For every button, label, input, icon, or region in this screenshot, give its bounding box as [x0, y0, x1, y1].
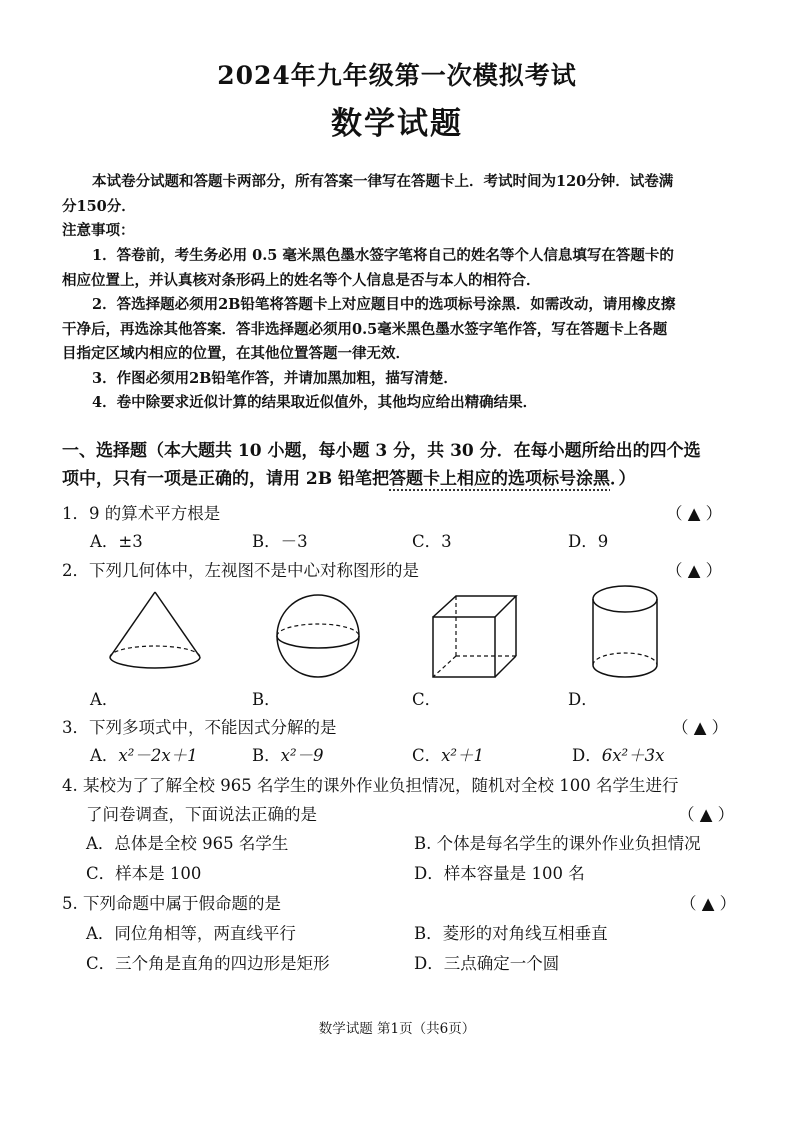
note-2b: 干净后，再选涂其他答案．答非选择题必须用0.5毫米黑色墨水签字笔作答，写在答题卡上各题 [62, 321, 668, 338]
q3-option-c-expr: x²＋1 [441, 746, 485, 765]
q4-stem-line-1: 4. 某校为了了解全校 965 名学生的课外作业负担情况，随机对全校 100 名学生进行 [62, 776, 679, 795]
q4-option-b: B. 个体是每名学生的课外作业负担情况 [414, 834, 701, 853]
q5-answer-mark: （ ▲ ） [680, 894, 737, 913]
q3-option-a-label: A． [90, 746, 119, 765]
note-1a: 1．答卷前，考生务必用 0.5 毫米黑色墨水签字笔将自己的姓名等个人信息填写在答题卡的 [92, 247, 674, 264]
q1-stem: 1．9 的算术平方根是 [62, 504, 221, 523]
q3-option-c [412, 742, 484, 766]
note-3: 3．作图必须用2B铅笔作答，并请加黑加粗，描写清楚． [92, 370, 458, 387]
q3-stem: 3．下列多项式中，不能因式分解的是 [62, 718, 337, 737]
q5-option-d: D．三点确定一个圆 [414, 954, 560, 973]
q5-stem: 5. 下列命题中属于假命题的是 [62, 894, 281, 913]
q1-option-c: C．3 [412, 532, 452, 551]
q5-option-a: A．同位角相等，两直线平行 [86, 924, 296, 943]
note-2a: 2．答选择题必须用2B铅笔将答题卡上对应题目中的选项标号涂黑．如需改动，请用橡皮擦 [92, 296, 676, 313]
q3-option-a-expr: x²－2x＋1 [118, 746, 198, 765]
sphere-icon [268, 593, 368, 683]
cylinder-icon [588, 583, 663, 683]
q3-option-b-label: B． [252, 746, 281, 765]
exam-title: 2024年九年级第一次模拟考试 [217, 61, 577, 90]
note-2c: 目指定区域内相应的位置，在其他位置答题一律无效． [62, 345, 410, 362]
section-1-instruction [62, 464, 636, 489]
section-1-instruction-emphasis: 答题卡上相应的选项标号涂黑 [389, 469, 611, 489]
q4-option-d: D．样本容量是 100 名 [414, 864, 585, 883]
note-4: 4．卷中除要求近似计算的结果取近似值外，其他均应给出精确结果． [92, 394, 538, 411]
q4-answer-mark: （ ▲ ） [678, 805, 735, 824]
q4-stem-line-2: 了问卷调查，下面说法正确的是 [86, 805, 317, 824]
section-1-instruction-a: 项中，只有一项是正确的，请用 2B 铅笔把 [62, 469, 390, 489]
q1-option-d: D．9 [568, 532, 609, 551]
q3-option-a [90, 742, 198, 766]
intro-line-2: 分150分． [62, 198, 136, 215]
q3-option-d [572, 742, 664, 766]
cube-icon [428, 592, 523, 682]
q4-option-a: A．总体是全校 965 名学生 [86, 834, 289, 853]
q2-option-b: B． [252, 690, 281, 709]
exam-subject-title: 数学试题 [331, 106, 463, 142]
q2-option-d: D． [568, 690, 598, 709]
q1-option-a: A．±3 [90, 532, 143, 551]
q5-option-c: C．三个角是直角的四边形是矩形 [86, 954, 330, 973]
intro-line-1: 本试卷分试题和答题卡两部分，所有答案一律写在答题卡上．考试时间为120分钟．试卷满 [92, 173, 674, 190]
q3-option-d-label: D． [572, 746, 602, 765]
q2-option-a: A． [90, 690, 119, 709]
q2-answer-mark: （ ▲ ） [666, 561, 723, 580]
q2-stem: 2．下列几何体中，左视图不是中心对称图形的是 [62, 561, 419, 580]
q3-option-d-expr: 6x²＋3x [601, 746, 665, 765]
page-footer: 数学试题 第1页（共6页） [318, 1021, 476, 1037]
q3-option-b [252, 742, 324, 766]
q5-option-b: B．菱形的对角线互相垂直 [414, 924, 608, 943]
q4-option-c: C．样本是 100 [86, 864, 202, 883]
section-1-instruction-end: ．） [610, 469, 636, 489]
q3-answer-mark: （ ▲ ） [672, 718, 729, 737]
q3-option-b-expr: x²－9 [280, 746, 324, 765]
note-1b: 相应位置上，并认真核对条形码上的姓名等个人信息是否与本人的相符合． [62, 272, 541, 289]
q2-option-c: C． [412, 690, 442, 709]
q1-answer-mark: （ ▲ ） [666, 504, 723, 523]
cone-icon [100, 590, 210, 680]
section-1-heading: 一、选择题（本大题共 10 小题，每小题 3 分，共 30 分．在每小题所给出的四个选 [62, 441, 701, 461]
notes-title: 注意事项： [62, 222, 135, 239]
q3-option-c-label: C． [412, 746, 442, 765]
q1-option-b: B．－3 [252, 532, 308, 551]
